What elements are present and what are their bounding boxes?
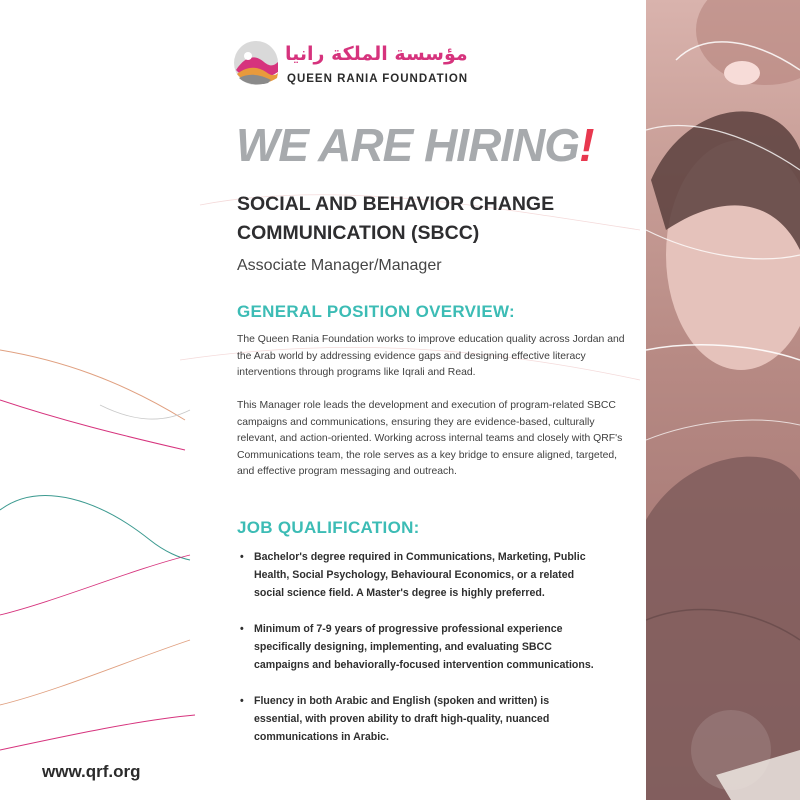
qualification-text: Fluency in both Arabic and English (spoken and written) is essential, with proven ability to draft high-quality, nuanced communications in Arabic. bbox=[254, 695, 550, 743]
qrf-logo bbox=[233, 40, 469, 90]
child-photo-illustration bbox=[646, 0, 800, 800]
logo-arabic-text: مؤسسة الملكة رانيا bbox=[285, 43, 468, 65]
job-level: Associate Manager/Manager bbox=[237, 257, 442, 274]
website-url[interactable]: www.qrf.org bbox=[42, 762, 141, 781]
list-item bbox=[237, 620, 597, 674]
logo-english-text: QUEEN RANIA FOUNDATION bbox=[287, 73, 469, 85]
photo-panel bbox=[646, 0, 800, 800]
job-title: SOCIAL AND BEHAVIOR CHANGE COMMUNICATION (SBCC) bbox=[237, 193, 555, 244]
bullet: • bbox=[240, 623, 244, 635]
list-item bbox=[237, 692, 597, 746]
list-item bbox=[237, 548, 597, 602]
overview-heading: GENERAL POSITION OVERVIEW: bbox=[237, 302, 515, 321]
headline-text: WE ARE HIRING bbox=[236, 119, 580, 171]
hiring-headline bbox=[236, 118, 593, 172]
qualification-text: Bachelor's degree required in Communications, Marketing, Public Health, Social Psychology, Behavioural Economics, or a related social science field. A Master's degree is highly preferred. bbox=[254, 551, 586, 599]
qualifications-heading: JOB QUALIFICATION: bbox=[237, 518, 420, 537]
qualification-text: Minimum of 7-9 years of progressive professional experience specifically designing, implementing, and evaluating SBCC campaigns and behaviorally-focused intervention communications. bbox=[254, 623, 594, 671]
overview-paragraph-1: The Queen Rania Foundation works to improve education quality across Jordan and the Arab world by addressing evidence gaps and designing effective literacy interventions through programs like Iqrali and Read. bbox=[237, 334, 625, 378]
bullet: • bbox=[240, 695, 244, 707]
overview-paragraph-2: This Manager role leads the development and execution of program-related SBCC campaigns and communications, ensuring they are evidence-based, culturally relevant, and action-oriented. Working across internal teams and closely with QRF's Communications team, the role serves as a key bridge to ensure aligned, targeted, and effective program messaging and outreach. bbox=[237, 400, 623, 477]
headline-exclamation: ! bbox=[579, 119, 594, 171]
qualifications-list bbox=[237, 548, 597, 746]
qrf-emblem-icon bbox=[233, 40, 279, 86]
bullet: • bbox=[240, 551, 244, 563]
